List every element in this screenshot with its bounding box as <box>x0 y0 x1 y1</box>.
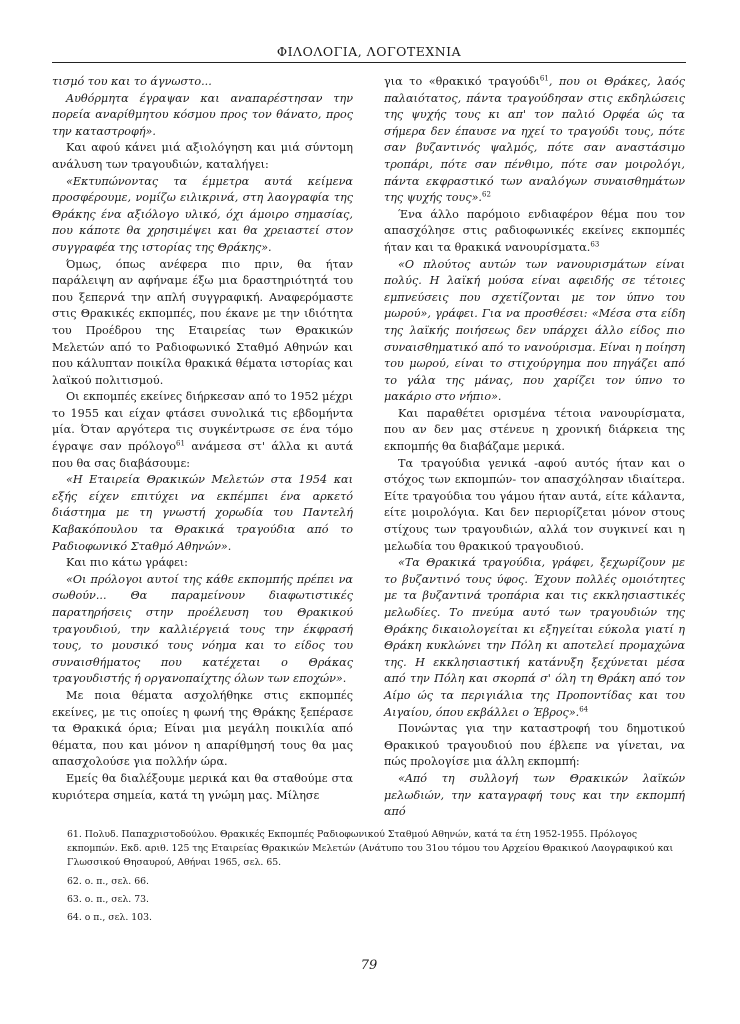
footnotes <box>52 828 686 929</box>
paragraph: Με ποια θέματα ασχολήθηκε στις εκπομπές εκείνες, με τις οποίες η φωνή της Θράκης ξεπέρασε τα Θρακικά όρια; Είναι μια μεγάλη ποικιλία από θέματα, που και μόνον η απαρίθμησή τους θα μας απασχολούσε για πολλήν ώρα. <box>52 688 353 769</box>
footnote-ref: 64 <box>579 704 589 713</box>
quote-paragraph: «Οι πρόλογοι αυτοί της κάθε εκπομπής πρέπει να σωθούν... Θα παραμείνουν διαφωτιστικές παρατηρήσεις στην προέλευση του Θρακικού τραγουδιού, την καλλιέργειά τους την έκφρασή τους, το μουσικό τους νόημα και το είδος του συναισθήματος που κατέχεται ο Θράκας τραγουδιστής ή οργανοπαίχτης όλων των εποχών». <box>52 572 353 686</box>
footnote-ref: 61 <box>539 74 549 83</box>
page-number: 79 <box>360 958 378 973</box>
paragraph: Πονώντας για την καταστροφή του δημοτικού Θρακικού τραγουδιού που έβλεπε να γίνεται, να πώς προλογίσε μια άλλη εκπομπή: <box>384 722 685 769</box>
left-column <box>52 74 353 804</box>
text-run: , που οι Θράκες, λαός παλαιότατος, πάντα τραγούδησαν στις εκδηλώσεις της ψυχής τους κι απ' τον παλιό Ορφέα ώς τα σήμερα δεν έπαυσε να ηχεί το τραγούδι τους, πότε σαν βυζαντινός ψαλμός, πότε σαν αναστάσιμο τροπάρι, πότε σαν πένθιμο, πότε σαν μοιρολόγι, πάντα εκφραστικό των αναλόγων συναισθημάτων της ψυχής τους». <box>384 75 685 205</box>
footnote: 61. Πολυδ. Παπαχριστοδούλου. Θρακικές Εκπομπές Ραδιοφωνικού Σταθμού Αθηνών, κατά τα έτη 1952-1955. Πρόλογος εκπομπών. Εκδ. αριθ. 125 της Εταιρείας Θρακικών Μελετών (Ανάτυπο του 31ου τόμου του Αρχείου Θρακικού Λαογραφικού και Γλωσσικού Θησαυρού, Αθήναι 1965, σελ. 65. <box>67 829 674 869</box>
paragraph: Τα τραγούδια γενικά -αφού αυτός ήταν και ο στόχος των εκπομπών- τον απασχόλησαν ιδιαίτερα. Είτε τραγούδια του γάμου ήταν αυτά, είτε κάλαντα, είτε μοιρολόγια. Και δεν περιορίζεται μόνον στους στίχους των τραγουδιών, αλλά τον συγκινεί και η μελωδία του θρακικού τραγουδιού. <box>384 456 685 553</box>
quote-paragraph <box>384 555 685 721</box>
running-header: ΦΙΛΟΛΟΓΙΑ, ΛΟΓΟΤΕΧΝΙΑ <box>276 44 462 59</box>
paragraph <box>52 389 353 472</box>
text-run: Οι εκπομπές εκείνες διήρκεσαν από το 1952 μέχρι το 1955 και είχαν φτάσει συνολικά τις εβδομήντα μία. Όταν αργότερα τις συγκέντρωσε σε ένα τόμο έγραψε σαν πρόλογο <box>52 390 353 454</box>
paragraph: Και αφού κάνει μιά αξιολόγηση και μιά σύντομη ανάλυση των τραγουδιών, καταλήγει: <box>52 141 353 171</box>
paragraph: τισμό του και το άγνωστο... <box>52 75 212 88</box>
footnote-ref: 61 <box>176 439 185 448</box>
quote-paragraph: «Ο πλούτος αυτών των νανουρισμάτων είναι πολύς. Η λαϊκή μούσα είναι αφειδής σε τέτοιες εμπνεύσεις που σχετίζονται με τον ύπνο του μωρού», γράφει. Για να προσθέσει: «Μέσα στα είδη της λαϊκής ποιήσεως δεν υπάρχει άλλο είδος πιο συναισθηματικό από το νανούρισμα. Είναι η ποίηση του μωρού, είναι το στιχούργημα που πηγάζει από το γάλα της μάνας, που χαρίζει τον ύπνο το μακάριο στο νήπιο». <box>384 257 685 404</box>
paragraph: Όμως, όπως ανέφερα πιο πριν, θα ήταν παράλειψη αν αφήναμε έξω μια δραστηριότητά του που ξεπερνά την απλή συγγραφική. Αναφερόμαστε στις Θρακικές εκπομπές, που έκανε με την ιδιότητα του Προέδρου της Εταιρείας των Θρακικών Μελετών από το Ραδιοφωνικό Σταθμό Αθηνών και που κάλυπταν ποικίλα θρακικά θέματα ιστορίας και λαϊκού πολιτισμού. <box>52 257 353 387</box>
footnote: 62. ο. π., σελ. 66. <box>67 875 149 887</box>
footnote-ref: 63 <box>590 240 600 249</box>
text-run: για το «θρακικό τραγούδι <box>384 75 540 88</box>
quote-paragraph: «Από τη συλλογή των Θρακικών λαϊκών μελωδιών, την καταγραφή τους και την εκπομπή από <box>384 771 685 819</box>
footnote: 64. ο π., σελ. 103. <box>67 912 152 924</box>
right-column <box>384 74 685 821</box>
footnote: 63. ο. π., σελ. 73. <box>67 893 149 905</box>
header-rule <box>52 62 686 63</box>
paragraph: Εμείς θα διαλέξουμε μερικά και θα σταθούμε στα κυριότερα σημεία, κατά τη γνώμη μας. Μίλησε <box>52 771 353 802</box>
quote-paragraph: «Εκτυπώνοντας τα έμμετρα αυτά κείμενα προσφέρουμε, νομίζω ειλικρινά, στη λαογραφία της Θράκης ένα αξιόλογο υλικό, όχι άμοιρο σημασίας, που κάποτε θα χρησιμέψει και θα χρειαστεί στον συγγραφέα της ιστορίας της Θράκης». <box>52 174 353 254</box>
text-run: ανάμεσα στ' άλλα κι αυτά που θα σας διαβάσουμε: <box>52 440 354 470</box>
text-run: Ένα άλλο παρόμοιο ενδιαφέρον θέμα που τον απασχόλησε στις ραδιοφωνικές εκείνες εκπομπές ήταν και τα θρακικά νανουρίσματα. <box>384 207 685 254</box>
paragraph <box>384 74 685 207</box>
paragraph: Αυθόρμητα έγραψαν και αναπαρέστησαν την πορεία αναρίθμητου κόσμου προς τον θάνατο, προς την καταστροφή». <box>52 91 353 138</box>
paragraph <box>384 207 685 257</box>
quote-paragraph: «Η Εταιρεία Θρακικών Μελετών στα 1954 και εξής είχεν επιτύχει να εκπέμπει ένα αρκετό διάστημα με τη γνωστή χορωδία του Παντελή Καβακόπουλου τα Θρακικά τραγούδια από το Ραδιοφωνικό Σταθμό Αθηνών». <box>52 473 353 553</box>
paragraph: Και παραθέτει ορισμένα τέτοια νανουρίσματα, που αν δεν μας στένευε η χρονική διάρκεια της εκπομπής θα διαβάζαμε μερικά. <box>384 406 685 454</box>
footnote-ref: 62 <box>481 190 491 199</box>
text-run: «Τα Θρακικά τραγούδια, γράφει, ξεχωρίζουν με το βυζαντινό τους ύφος. Έχουν πολλές ομοιότητες με τα βυζαντινά τροπάρια και τις εκκλησιαστικές μελωδίες. Το πνεύμα αυτό των τραγουδιών της Θράκης δικαιολογείται κι εξηγείται εύκολα γιατί η Θράκη κυκλώνει την Πόλη κι αποτελεί προμαχώνα της. Η εκκλησιαστική κατάνυξη ξεχύνεται μέσα από την Πόλη και σκορπά σ' όλη τη Θράκη από τον Αίμο ώς τα περιγιάλια της Προποντίδας και του Αιγαίου, όπου εκβάλλει ο Έβρος». <box>384 556 685 719</box>
paragraph: Και πιο κάτω γράφει: <box>66 556 188 570</box>
